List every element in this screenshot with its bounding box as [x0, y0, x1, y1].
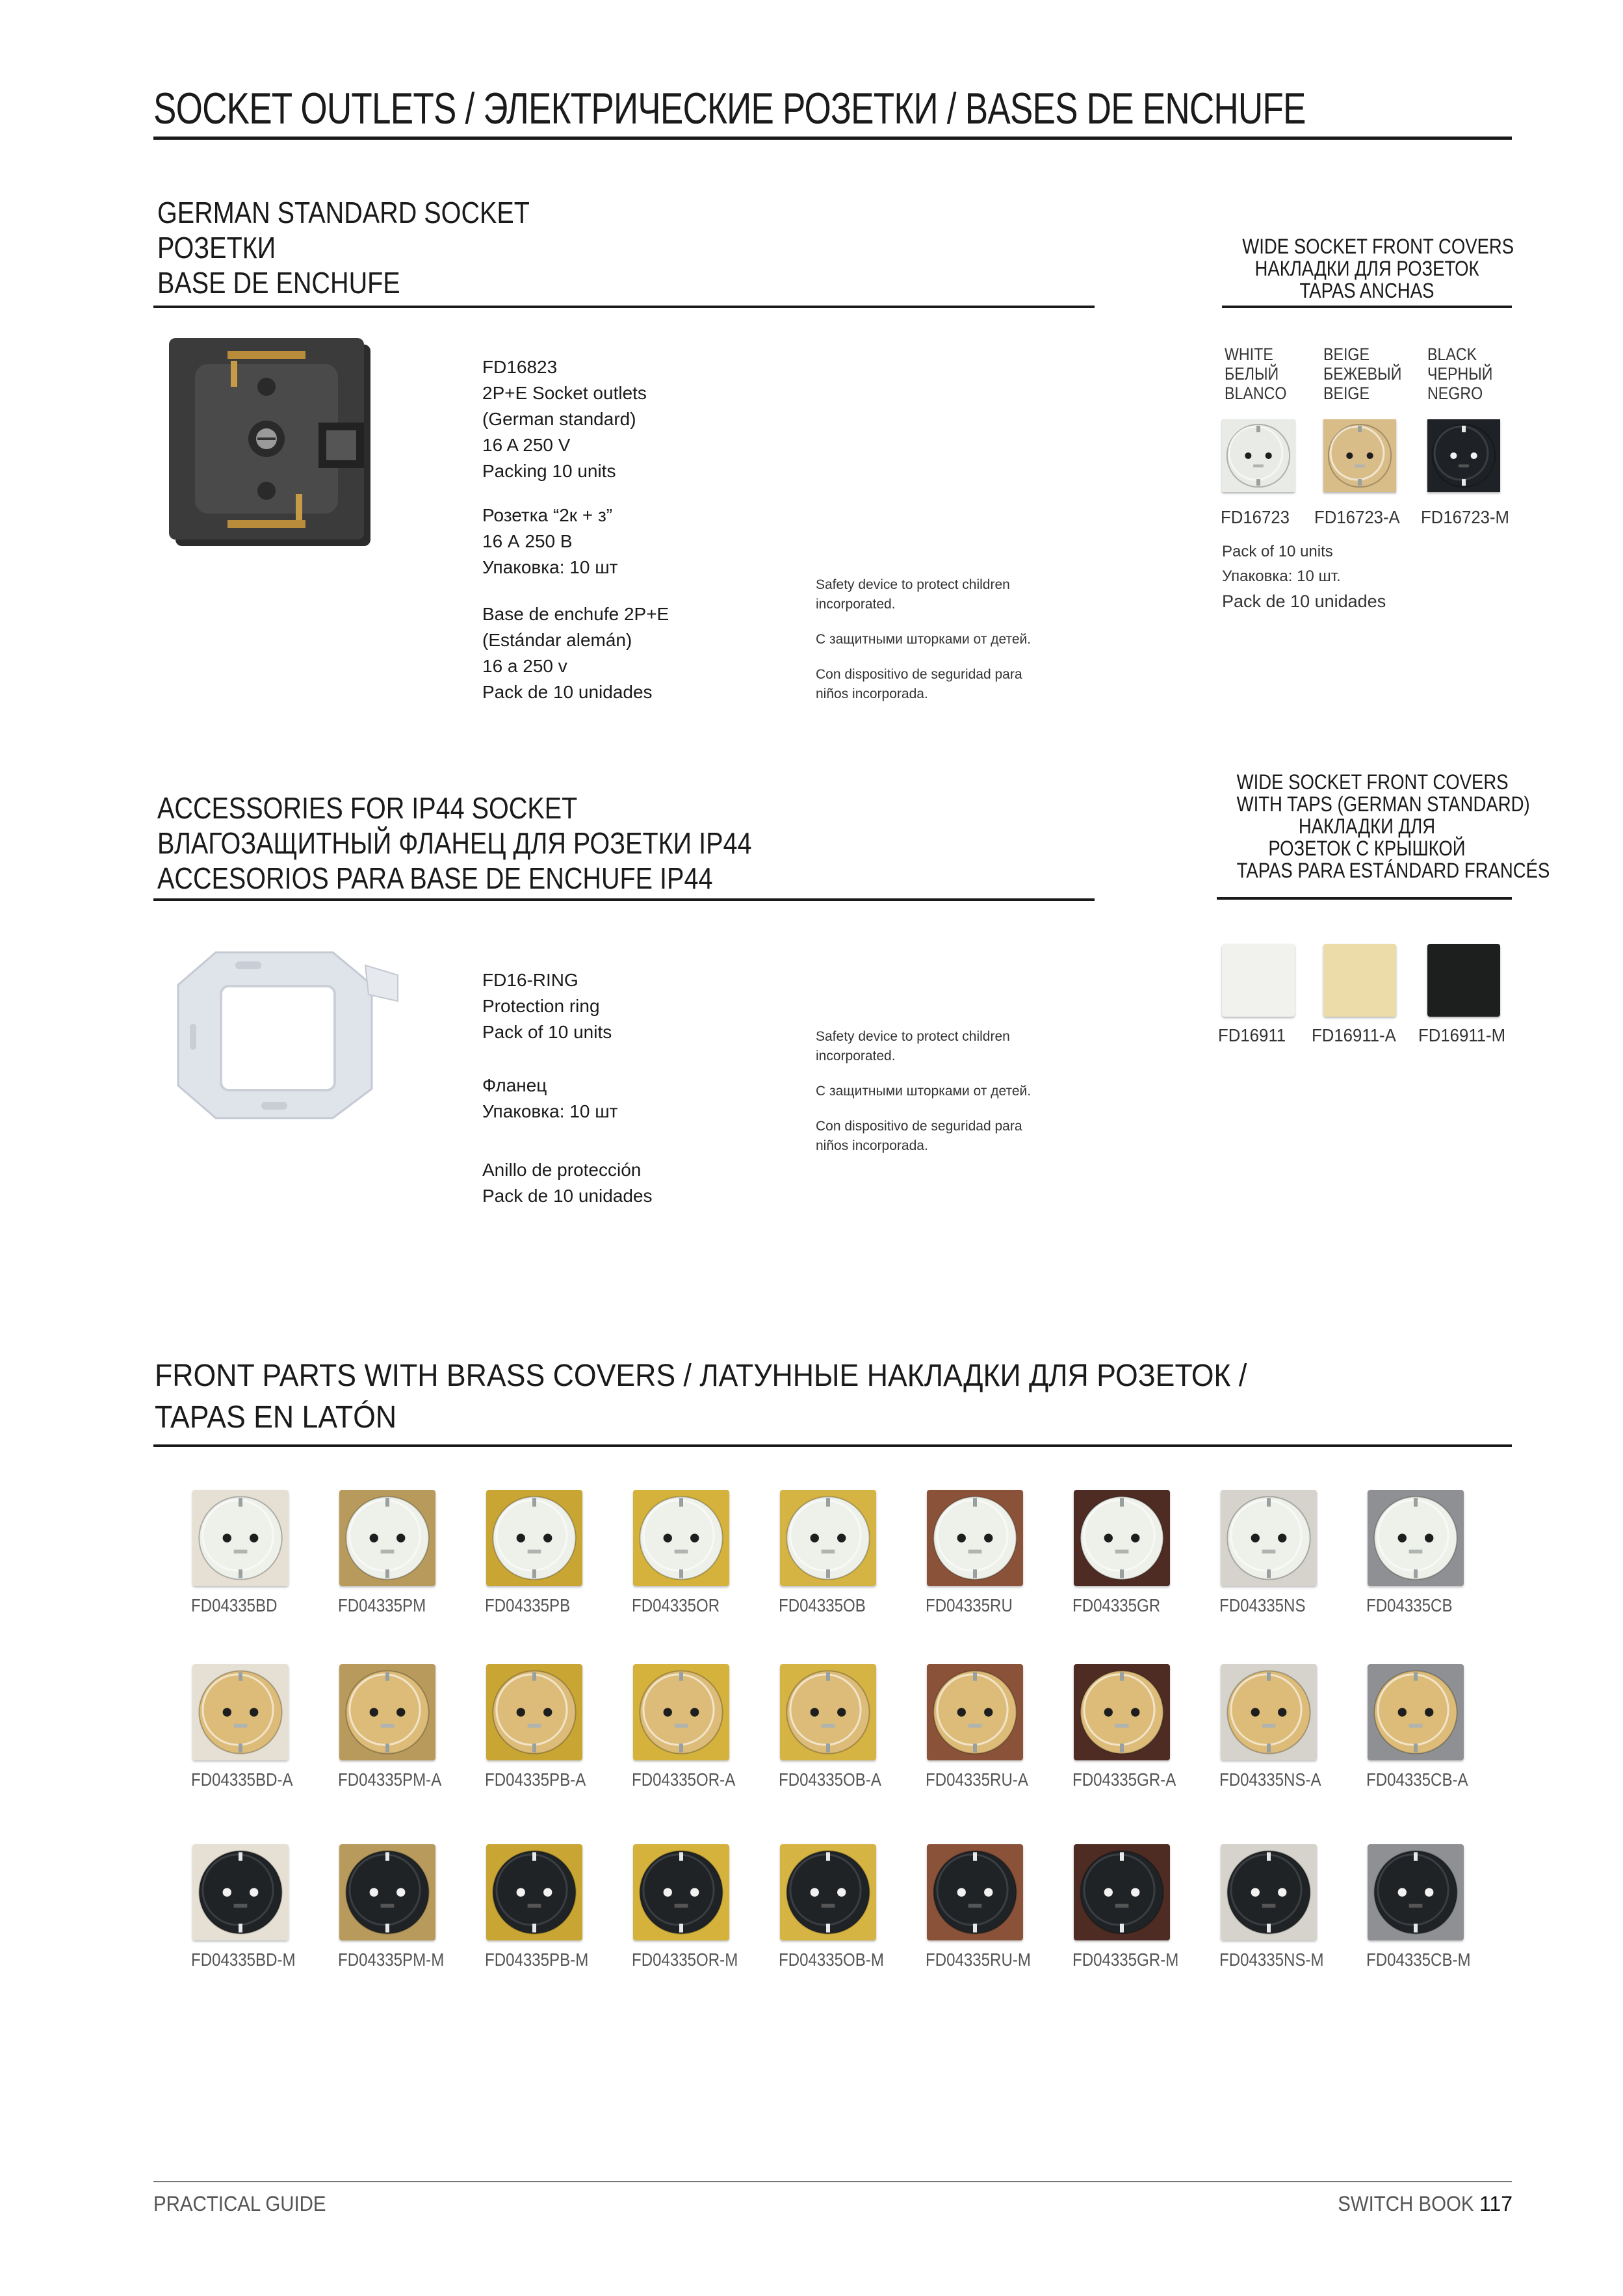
section-brass-title	[155, 1355, 1247, 1439]
brass-cover-code: FD04335OR-M	[632, 1950, 738, 1970]
safety-en-2: incorporated.	[816, 597, 896, 612]
covers2-rule	[1217, 897, 1512, 900]
cover-fd16911	[1222, 944, 1295, 1017]
brass-cover-fd04335ns-m	[1221, 1844, 1317, 1940]
product-fd16823-en	[482, 354, 647, 484]
cover-fd16723-a	[1323, 419, 1396, 492]
cover-code-beige: FD16723-A	[1314, 507, 1400, 527]
brass-cover-fd04335ru	[927, 1490, 1023, 1586]
brass-cover-code: FD04335PB	[485, 1595, 571, 1615]
product-desc-ru: Фланец	[482, 1075, 547, 1095]
covers2-title	[1236, 770, 1550, 882]
brass-cover-code: FD04335OR-A	[632, 1769, 736, 1790]
brass-cover-code: FD04335OB	[779, 1595, 866, 1615]
page-number: 117	[1479, 2192, 1513, 2215]
label-ru: ЧЕРНЫЙ	[1427, 364, 1493, 384]
brass-cover-code: FD04335GR-M	[1072, 1950, 1179, 1970]
title-line-1: FRONT PARTS WITH BRASS COVERS / ЛАТУННЫЕ НАКЛАДКИ ДЛЯ РОЗЕТОК /	[155, 1359, 1247, 1393]
brass-cover-fd04335ns	[1221, 1490, 1317, 1586]
brass-cover-code: FD04335GR	[1072, 1595, 1161, 1615]
brass-cover-code: FD04335CB-M	[1366, 1950, 1471, 1970]
product-fd16823-es	[482, 601, 669, 705]
safety-en-1: Safety device to protect children	[816, 577, 1010, 592]
cover-fd16723-m	[1427, 419, 1500, 492]
covers2-title-en-1: WIDE SOCKET FRONT COVERS	[1236, 770, 1509, 794]
product-packing: Packing 10 units	[482, 461, 616, 481]
product-fd16-ring-ru	[482, 1073, 617, 1125]
brass-cover-fd04335bd-a	[192, 1664, 289, 1760]
title-line-ru: РОЗЕТКИ	[157, 231, 276, 265]
product-fd16823-ru	[482, 502, 617, 581]
brass-cover-code: FD04335PM-A	[338, 1769, 442, 1790]
brass-cover-code: FD04335BD-A	[191, 1769, 293, 1790]
brass-cover-fd04335gr-m	[1074, 1844, 1170, 1940]
label-ru: БЕЛЫЙ	[1225, 364, 1279, 384]
brass-cover-code: FD04335PM-M	[338, 1950, 445, 1970]
safety-note-2	[816, 1027, 1031, 1156]
covers1-pack	[1222, 540, 1386, 614]
brass-cover-code: FD04335NS	[1219, 1595, 1306, 1615]
section1-rule	[153, 306, 1095, 308]
product-packing-es: Pack de 10 unidades	[482, 1186, 653, 1206]
section-german-socket-title	[157, 195, 530, 300]
brass-cover-code: FD04335GR-A	[1072, 1769, 1176, 1790]
label-en: WHITE	[1225, 345, 1273, 364]
product-rating-ru: 16 А 250 В	[482, 531, 573, 551]
title-line-es: BASE DE ENCHUFE	[157, 266, 400, 300]
safety-en-1: Safety device to protect children	[816, 1029, 1010, 1044]
cover-code-fd16911-a: FD16911-A	[1312, 1025, 1396, 1045]
product-code: FD16-RING	[482, 970, 578, 990]
brass-cover-fd04335ru-a	[927, 1664, 1023, 1760]
footer-book-label: SWITCH BOOK	[1337, 2192, 1474, 2215]
protection-ring-image	[170, 939, 404, 1128]
brass-cover-fd04335pb	[486, 1490, 582, 1586]
page-title: SOCKET OUTLETS / ЭЛЕКТРИЧЕСКИЕ РОЗЕТКИ / BASES DE ENCHUFE	[153, 84, 1306, 133]
brass-cover-fd04335or-m	[633, 1844, 729, 1940]
section-ip44-title	[157, 790, 751, 896]
brass-cover-fd04335pm-m	[339, 1844, 435, 1940]
label-es: NEGRO	[1427, 384, 1483, 403]
brass-cover-code: FD04335NS-M	[1219, 1950, 1324, 1970]
label-en: BLACK	[1427, 345, 1477, 364]
brass-cover-fd04335ob-a	[780, 1664, 876, 1760]
socket-box-image	[156, 325, 403, 566]
covers1-title	[1242, 235, 1514, 302]
covers2-title-ru-1: НАКЛАДКИ ДЛЯ	[1298, 815, 1436, 838]
product-standard: (German standard)	[482, 409, 636, 429]
safety-es-2: niños incorporada.	[816, 686, 928, 701]
color-label-black	[1427, 345, 1492, 403]
header-rule	[153, 137, 1512, 140]
covers1-title-ru: НАКЛАДКИ ДЛЯ РОЗЕТОК	[1254, 257, 1479, 280]
covers2-title-ru-2: РОЗЕТОК С КРЫШКОЙ	[1268, 837, 1466, 860]
product-packing-ru: Упаковка: 10 шт	[482, 1101, 618, 1121]
brass-cover-fd04335bd	[192, 1490, 289, 1586]
brass-cover-code: FD04335RU-A	[926, 1769, 1028, 1790]
brass-cover-fd04335cb	[1368, 1490, 1464, 1586]
brass-cover-fd04335or	[633, 1490, 729, 1586]
brass-cover-code: FD04335CB	[1366, 1595, 1453, 1615]
safety-en-2: incorporated.	[816, 1049, 896, 1063]
product-desc: 2P+E Socket outlets	[482, 383, 647, 403]
label-en: BEIGE	[1323, 345, 1370, 364]
footer-right	[1326, 2192, 1513, 2216]
title-line-ru: ВЛАГОЗАЩИТНЫЙ ФЛАНЕЦ ДЛЯ РОЗЕТКИ IP44	[157, 826, 752, 860]
brass-cover-fd04335cb-a	[1368, 1664, 1464, 1760]
product-packing-ru: Упаковка: 10 шт	[482, 557, 618, 577]
product-code: FD16823	[482, 357, 558, 377]
label-ru: БЕЖЕВЫЙ	[1323, 364, 1402, 384]
brass-cover-fd04335cb-m	[1368, 1844, 1464, 1940]
pack-ru: Упаковка: 10 шт.	[1222, 567, 1341, 585]
cover-fd16911-a	[1323, 944, 1396, 1017]
covers1-rule	[1222, 306, 1512, 308]
brass-cover-code: FD04335OR	[632, 1595, 720, 1615]
brass-cover-code: FD04335RU-M	[926, 1950, 1031, 1970]
brass-cover-code: FD04335BD-M	[191, 1950, 296, 1970]
label-es: BEIGE	[1323, 384, 1370, 403]
brass-cover-code: FD04335RU	[926, 1595, 1013, 1615]
brass-cover-fd04335or-a	[633, 1664, 729, 1760]
brass-cover-fd04335pm	[339, 1490, 435, 1586]
title-line-2: TAPAS EN LATÓN	[155, 1400, 397, 1435]
safety-ru: С защитными шторками от детей.	[816, 1084, 1032, 1099]
brass-cover-fd04335gr-a	[1074, 1664, 1170, 1760]
product-desc: Protection ring	[482, 996, 600, 1016]
cover-fd16723	[1222, 419, 1295, 492]
product-fd16-ring-es	[482, 1157, 653, 1209]
brass-cover-fd04335ns-a	[1221, 1664, 1317, 1760]
brass-cover-code: FD04335OB-M	[779, 1950, 884, 1970]
footer-left: PRACTICAL GUIDE	[153, 2192, 326, 2215]
product-desc-es: Base de enchufe 2P+E	[482, 604, 669, 624]
brass-cover-code: FD04335BD	[191, 1595, 278, 1615]
brass-cover-fd04335pm-a	[339, 1664, 435, 1760]
brass-cover-code: FD04335CB-A	[1366, 1769, 1468, 1790]
product-fd16-ring-en	[482, 967, 612, 1045]
section3-rule	[153, 1444, 1512, 1447]
covers2-title-en-2: WITH TAPS (GERMAN STANDARD)	[1236, 792, 1530, 816]
pack-es: Pack de 10 unidades	[1222, 592, 1386, 611]
cover-code-black: FD16723-M	[1421, 507, 1510, 527]
covers2-title-es: TAPAS PARA ESTÁNDARD FRANCÉS	[1236, 859, 1550, 882]
cover-fd16911-m	[1427, 944, 1500, 1017]
product-rating-es: 16 a 250 v	[482, 656, 567, 676]
covers1-title-es: TAPAS ANCHAS	[1299, 279, 1435, 302]
title-line-en: ACCESSORIES FOR IP44 SOCKET	[157, 791, 578, 825]
section2-rule	[153, 898, 1095, 901]
brass-cover-code: FD04335PB-A	[485, 1769, 586, 1790]
safety-note-1	[816, 575, 1031, 704]
product-packing-es: Pack de 10 unidades	[482, 682, 653, 702]
product-desc-es: Anillo de protección	[482, 1160, 642, 1180]
cover-code-fd16911-m: FD16911-M	[1418, 1025, 1506, 1045]
title-line-en: GERMAN STANDARD SOCKET	[157, 196, 530, 229]
brass-cover-fd04335pb-a	[486, 1664, 582, 1760]
color-label-beige	[1323, 345, 1401, 403]
covers1-title-en: WIDE SOCKET FRONT COVERS	[1242, 235, 1514, 258]
product-rating: 16 A 250 V	[482, 435, 571, 455]
brass-cover-code: FD04335PB-M	[485, 1950, 589, 1970]
product-packing: Pack of 10 units	[482, 1022, 612, 1042]
safety-ru: С защитными шторками от детей.	[816, 632, 1032, 647]
pack-en: Pack of 10 units	[1222, 543, 1333, 560]
brass-cover-fd04335bd-m	[192, 1844, 289, 1940]
footer-rule	[153, 2181, 1512, 2182]
product-standard-es: (Estándar alemán)	[482, 630, 632, 650]
cover-code-fd16911: FD16911	[1218, 1025, 1286, 1045]
brass-cover-fd04335ob-m	[780, 1844, 876, 1940]
product-desc-ru: Розетка “2к + з”	[482, 505, 613, 525]
safety-es-2: niños incorporada.	[816, 1138, 928, 1153]
title-line-es: ACCESORIOS PARA BASE DE ENCHUFE IP44	[157, 861, 713, 895]
brass-cover-fd04335ob	[780, 1490, 876, 1586]
brass-cover-fd04335pb-m	[486, 1844, 582, 1940]
brass-cover-code: FD04335NS-A	[1219, 1769, 1321, 1790]
brass-cover-fd04335gr	[1074, 1490, 1170, 1586]
safety-es-1: Con dispositivo de seguridad para	[816, 1119, 1022, 1134]
safety-es-1: Con dispositivo de seguridad para	[816, 667, 1022, 682]
label-es: BLANCO	[1225, 384, 1287, 403]
brass-cover-fd04335ru-m	[927, 1844, 1023, 1940]
color-label-white	[1225, 345, 1287, 403]
brass-cover-code: FD04335OB-A	[779, 1769, 881, 1790]
brass-cover-code: FD04335PM	[338, 1595, 426, 1615]
cover-code-white: FD16723	[1221, 507, 1290, 527]
